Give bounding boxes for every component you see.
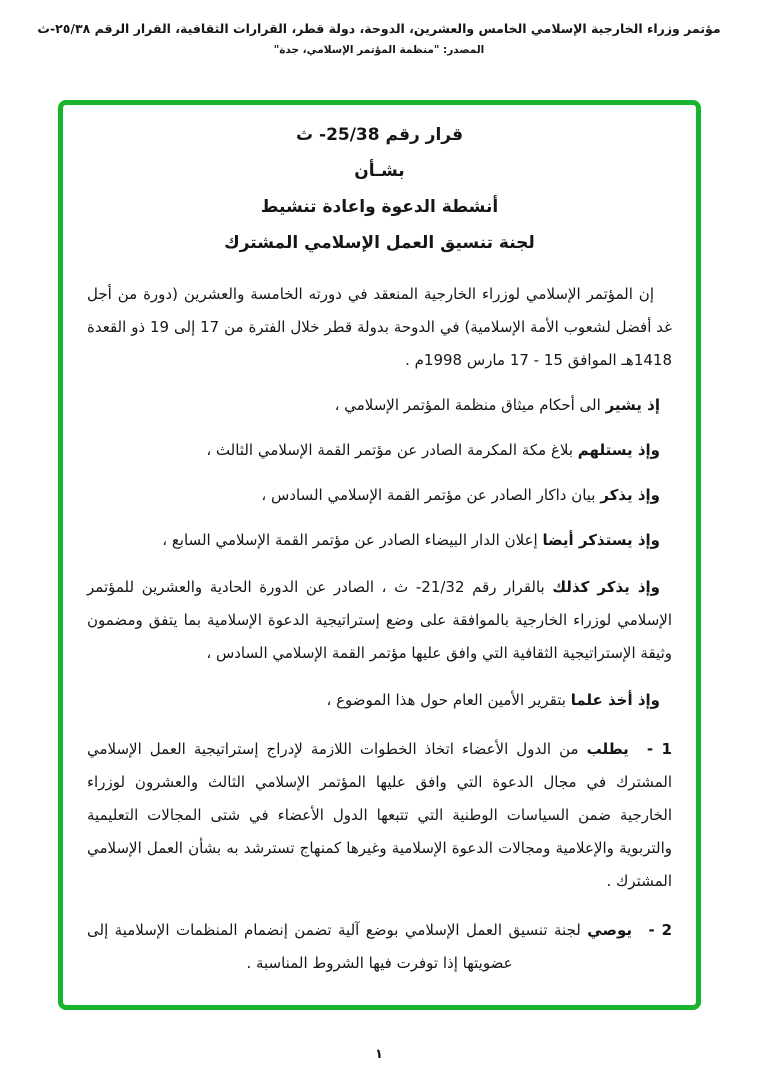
header-publisher-line: المصدر: "منظمة المؤتمر الإسلامي، جدة" — [273, 44, 485, 56]
preamble-paragraph: إن المؤتمر الإسلامي لوزراء الخارجية المنعقد في دورته الخامسة والعشرين (دورة من أجل غد أفضل لشعوب الأمة الإسلامية) في الدوحة بدولة قطر خلال الفترة من 17 إلى 19 ذو القعدة 1418هـ الموافق 15 - 17 مارس 1998م . — [87, 285, 672, 369]
page-number: ١ — [375, 1047, 383, 1062]
item-lead: يطلب — [586, 740, 629, 758]
clause-lead: وإذ يذكر كذلك — [552, 578, 660, 596]
header-source-line: مؤتمر وزراء الخارجية الإسلامي الخامس والعشرين، الدوحة، دولة قطر، القرارات الثقافية، القرار الرقم ٢٥/٣٨-ث — [37, 21, 721, 36]
decision-border-box — [58, 100, 701, 1010]
decision-subject-line2: لجنة تنسيق العمل الإسلامي المشترك — [224, 233, 535, 253]
clause-secretary-general-report — [87, 684, 672, 717]
clause-text: الى أحكام ميثاق منظمة المؤتمر الإسلامي ، — [334, 396, 606, 414]
item-lead: يوصي — [587, 921, 632, 939]
clause-lead: وإذ يستلهم — [577, 441, 660, 459]
item-text: لجنة تنسيق العمل الإسلامي بوضع آلية تضمن إنضمام المنظمات الإسلامية إلى عضويتها إذا توفرت فيها الشروط المناسبة . — [87, 921, 588, 972]
clause-recalling-charter — [87, 389, 672, 422]
clause-text: بلاغ مكة المكرمة الصادر عن مؤتمر القمة الإسلامي الثالث ، — [206, 441, 578, 459]
operative-item-2 — [87, 914, 672, 980]
decision-number-title: قرار رقم 25/38- ث — [296, 125, 463, 145]
decision-subject-line1: أنشطة الدعوة واعادة تنشيط — [260, 197, 499, 217]
clause-casablanca-declaration — [87, 524, 672, 557]
clause-lead: وإذ يذكر — [600, 486, 660, 504]
item-number: 2 - — [648, 921, 672, 939]
clause-text: بتقرير الأمين العام حول هذا الموضوع ، — [326, 691, 571, 709]
clause-text: إعلان الدار البيضاء الصادر عن مؤتمر القمة الإسلامي السابع ، — [162, 531, 543, 549]
clause-text: بالقرار رقم 21/32- ث ، الصادر عن الدورة الحادية والعشرين للمؤتمر الإسلامي لوزراء الخارجية بالموافقة على وضع إستراتيجية الدعوة الإسلامية بما يتفق ومضمون وثيقة الإستراتيجية الثقافية التي وافق عليها مؤتمر القمة الإسلامي السادس ، — [87, 578, 672, 662]
clause-resolution-21-32 — [87, 571, 672, 670]
document-header — [0, 0, 758, 57]
clause-lead: وإذ أخذ علما — [570, 691, 660, 709]
clause-text: بيان داكار الصادر عن مؤتمر القمة الإسلامي السادس ، — [261, 486, 601, 504]
clause-dakar-declaration — [87, 479, 672, 512]
operative-item-1 — [87, 733, 672, 898]
clause-lead: إذ يشير — [605, 396, 660, 414]
decision-subject-word: بشـأن — [354, 161, 405, 181]
item-text: من الدول الأعضاء اتخاذ الخطوات اللازمة لإدراج إستراتيجية العمل الإسلامي المشترك في مجال الدعوة التي وافق عليها المؤتمر الإسلامي الثالث والعشرون لوزراء الخارجية ضمن السياسات الوطنية التي تتبعها الدول الأعضاء في شتى المجالات التعليمية والتربوية والإعلامية ومجالات الدعوة الإسلامية وغيرها كمنهاج تسترشد به بشأن العمل الإسلامي المشترك . — [87, 740, 672, 890]
clause-makkah-communique — [87, 434, 672, 467]
clause-lead: وإذ يستذكر أيضا — [542, 531, 660, 549]
item-number: 1 - — [646, 740, 672, 758]
